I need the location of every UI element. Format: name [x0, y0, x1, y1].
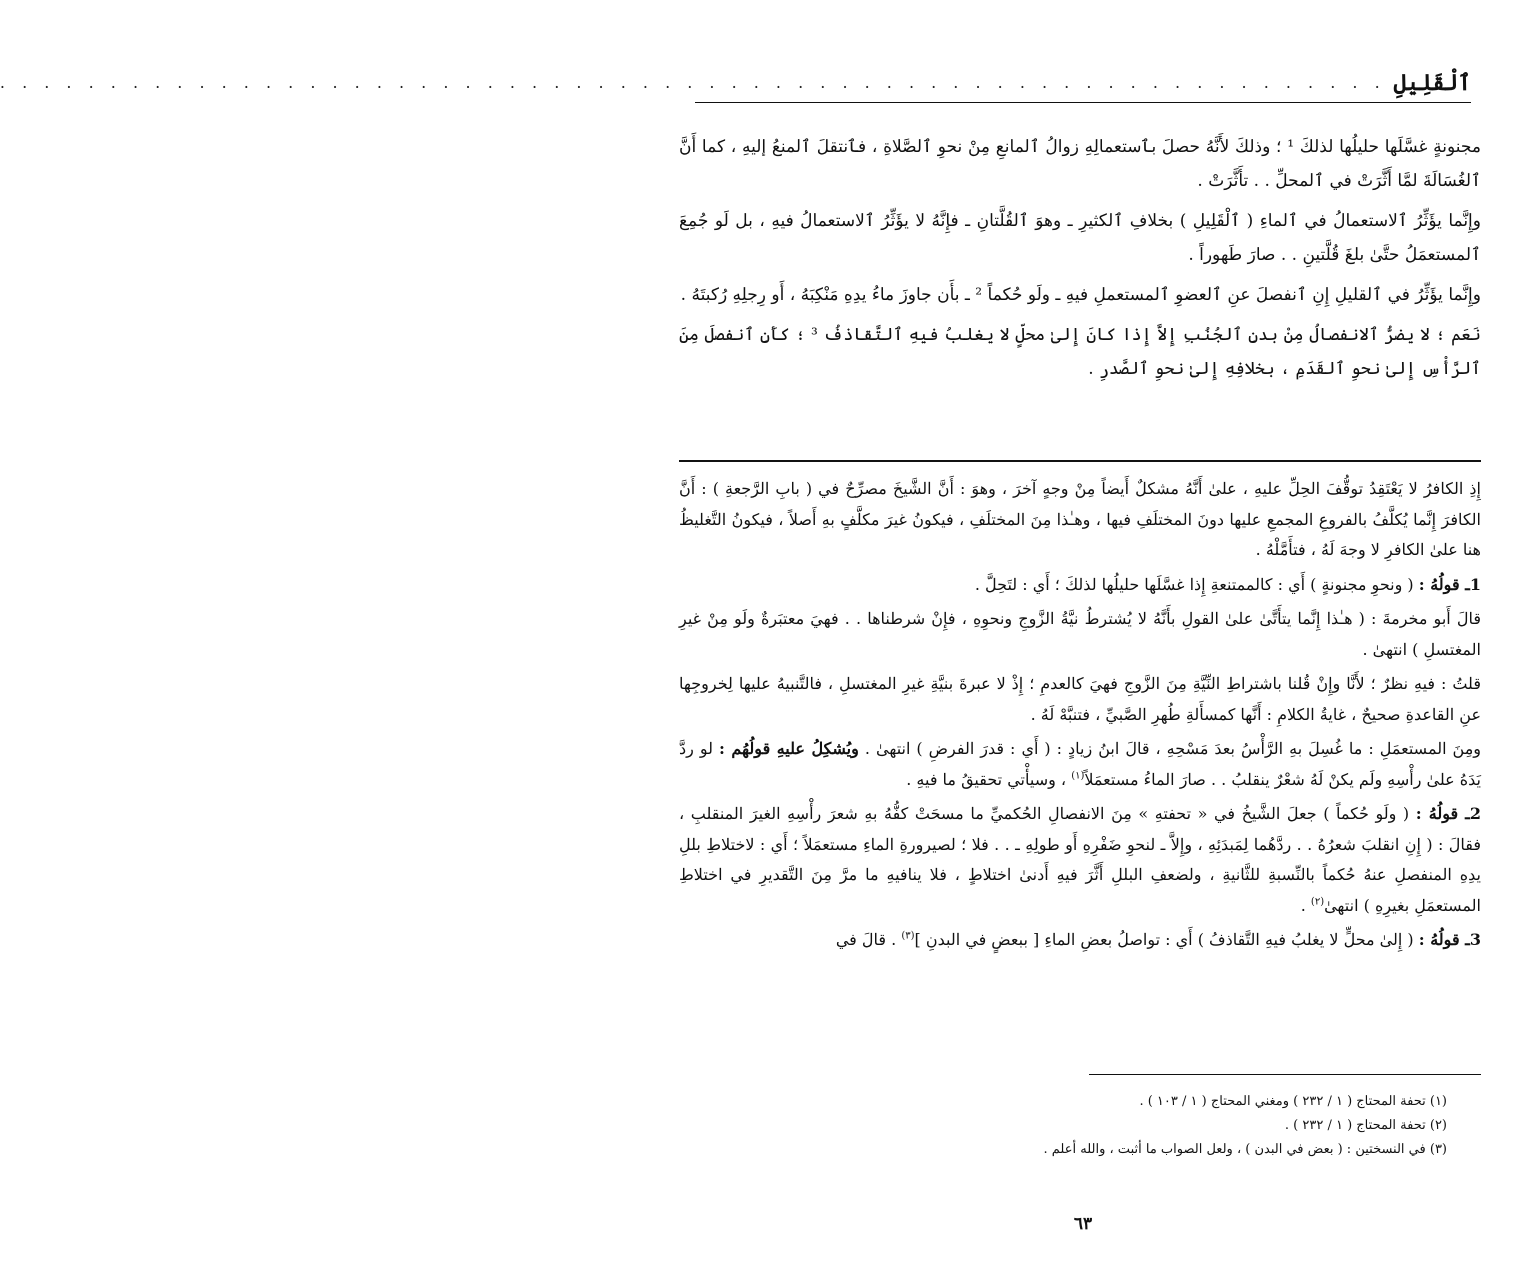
commentary-lead: 3ـ قولُهُ : [1418, 930, 1481, 949]
main-text [679, 130, 1481, 392]
footnote: (١) تحفة المحتاج ( ١ / ٢٣٢ ) ومغني المحتاج ( ١ / ١٠٣ ) . [1139, 1094, 1447, 1109]
commentary-lead: 2ـ قولُهُ : [1415, 804, 1481, 823]
main-paragraph: مجنونةٍ غسَّلَها حليلُها لذلكَ ¹ ؛ وذلكَ لأَنَّهُ حصلَ بٱستعمالِهِ زوالُ ٱلمانعِ مِنْ نحوِ ٱلصَّلاةِ ، فٱنتقلَ ٱلمنعُ إليهِ ، كما أَنَّ ٱلغُسَالَةَ لمَّا أَثَّرَتْ في ٱلمحلِّ . . تأَثَّرَتْ . [679, 137, 1482, 191]
main-paragraph: نَعَم ؛ لا يضرُّ ٱلانفصالُ مِنْ بدنِ ٱلجُنُبِ إِلاَّ إِذا كانَ إِلىٰ محلٍّ لا يغلبُ فيهِ ٱلتَّقاذفُ ³ ؛ كأَنِ ٱنفصلَ مِنَ ٱلرَّأْسِ إِلىٰ نحوِ ٱلقَدَمِ ، بخلافِهِ إِلىٰ نحوِ ٱلصَّدرِ . [679, 325, 1481, 379]
commentary-text: قلتُ : فيهِ نظرٌ ؛ لأَنَّا وإِنْ قُلنا باشتراطِ النِّيَّةِ مِنَ الزَّوجِ فهيَ كالعدمِ ؛ إِذْ لا عبرةَ بنيَّةِ غيرِ المغتسلِ ، فالتَّنبيهُ عليها لِخروجِها عنِ القاعدةِ صحيحٌ ، غايةُ الكلامِ : أَنَّها كمسأَلةِ طُهرِ الصَّبيِّ ، فتنبَّهْ لَهُ . [679, 674, 1481, 724]
commentary-paragraph [679, 604, 1481, 665]
commentary-text: . [1300, 895, 1306, 915]
header-title: ٱلْقَلِيلِ [1393, 70, 1471, 96]
commentary-paragraph [679, 669, 1481, 730]
commentary-paragraph [679, 474, 1481, 566]
page-number: ٦٣ [1073, 1214, 1093, 1234]
header-dotted-leader: . . . . . . . . . . . . . . . . . . . . . . . . . . . . . . . . . . . . . . . . . . . . . . . . . . . . . . . . . . . . . . . [0, 73, 1386, 92]
header-rule [695, 102, 1471, 103]
commentary-text: ومِنَ المستعمَلِ : ما غُسِلَ بهِ الرَّأْسُ بعدَ مَسْحِهِ ، قالَ ابنُ زيادٍ : ( أَي : قدرَ الفرضِ ) انتهىٰ . [864, 739, 1482, 758]
commentary-text: ، وسيأْتي تحقيقُ ما فيهِ . [906, 769, 1067, 789]
running-header [0, 66, 1471, 96]
commentary-paragraph [679, 570, 1481, 601]
footnote-ref: (١) [1071, 770, 1085, 782]
footnote-rule [1089, 1074, 1481, 1075]
footnote-ref: (٢) [1310, 896, 1325, 908]
commentary-text: قالَ أَبو مخرمةَ : ( هـٰذا إِنَّما يتأَتَّىٰ علىٰ القولِ بأَنَّهُ لا يُشترطُ نيَّةُ الزَّوجِ ونحوِهِ ، فإِنْ شرطناها . . فهيَ معتبَرةٌ ولَو مِنْ غيرِ المغتسلِ ) انتهىٰ . [679, 609, 1481, 659]
commentary-text: لو ردَّ يَدَهُ علىٰ رأْسِهِ ولَم يكنْ لَهُ شعْرٌ ينقلبُ . . صارَ الماءُ مستعمَلاً [679, 739, 1481, 789]
commentary-paragraph [679, 925, 1481, 956]
main-paragraph: وإِنَّما يؤَثِّرُ ٱلاستعمالُ في ٱلماءِ ( ٱلْقَلِيلِ ) بخلافِ ٱلكثيرِ ـ وهوَ ٱلقُلَّتانِ ـ فإِنَّهُ لا يؤَثِّرُ ٱلاستعمالُ فيهِ ، بل لَو جُمِعَ ٱلمستعمَلُ حتَّىٰ بلغَ قُلَّتينِ . . صارَ طَهوراً . [679, 211, 1481, 265]
footnotes [679, 1090, 1447, 1162]
commentary-text: إِذِ الكافرُ لا يَعْتَقِدُ توقُّفَ الحِلِّ عليهِ ، علىٰ أَنَّهُ مشكلٌ أَيضاً مِنْ وجهٍ آخرَ ، وهوَ : أَنَّ الشَّيخَ مصرِّحٌ في ( بابِ الرَّجعةِ ) : أَنَّ الكافرَ إِنَّما يُكلَّفُ بالفروعِ المجمعِ عليها دونَ المختلَفِ فيها ، وهـٰذا مِنَ المختلَفِ ، فيكونُ غيرَ مكلَّفٍ بهِ أَصلاً ، فيكونُ التَّغليظُ هنا علىٰ الكافرِ لا وجهَ لَهُ ، فتأَمَّلْهُ . [679, 479, 1482, 559]
commentary-paragraph [679, 734, 1481, 795]
commentary-section [679, 474, 1481, 960]
commentary-text: ( ولَو حُكماً ) جعلَ الشَّيخُ في « تحفتهِ » مِنَ الانفصالِ الحُكميِّ ما مسحَتْ كفُّهُ بهِ شعرَ رأْسِهِ الغيرَ المنقلبِ ، فقالَ : ( إِنِ انقلبَ شعرُهُ . . ردَّهُما لِمَبدَئِهِ ، وإِلاَّ ـ لنحوِ ضَفْرِهِ أَو طولِهِ ـ . . فلا ؛ لصيرورةِ الماءِ مستعمَلاً ؛ أَي : لاختلاطِ بللِ يدِهِ المنفصلِ عنهُ حُكماً بالنِّسبةِ للثَّانيةِ ، ولضعفِ البللِ أَثَّرَ فيهِ أَدنىٰ اختلاطٍ ، فلا ينافيهِ ما مرَّ مِنَ التَّقديرِ في اختلاطِ المستعمَلِ بغيرِهِ ) انتهىٰ [679, 804, 1482, 915]
main-paragraph: وإِنَّما يؤَثِّرُ في ٱلقليلِ إِنِ ٱنفصلَ عنِ ٱلعضوِ ٱلمستعملِ فيهِ ـ ولَو حُكماً ² ـ بأَن جاوزَ ماءُ يدِهِ مَنْكِبَهُ ، أَو رِجلِهِ رُكبتَهُ . [680, 285, 1481, 305]
commentary-text: ( ونحوِ مجنونةٍ ) أَي : كالممتنعةِ إِذا غسَّلَها حليلُها لذلكَ ؛ أَي : لتَحِلَّ . [974, 574, 1414, 594]
commentary-lead: 1ـ قولُهُ : [1418, 574, 1481, 594]
commentary-text: ( إِلىٰ محلٍّ لا يغلبُ فيهِ التَّقاذفُ ) أَي : تواصلُ بعضِ الماءِ [ ببعضٍ في البدنِ ] [914, 930, 1414, 949]
commentary-paragraph [679, 799, 1481, 921]
section-divider [679, 460, 1481, 462]
commentary-bold-text: ويُشكِلُ عليهِ قولُهُم : [719, 739, 859, 758]
footnote: (٢) تحفة المحتاج ( ١ / ٢٣٢ ) . [1284, 1118, 1447, 1133]
footnote: (٣) في النسختين : ( بعض في البدن ) ، ولعل الصواب ما أثبت ، والله أعلم . [1043, 1142, 1447, 1157]
commentary-text: . قالَ في [835, 930, 897, 949]
footnote-ref: (٣) [901, 930, 915, 942]
